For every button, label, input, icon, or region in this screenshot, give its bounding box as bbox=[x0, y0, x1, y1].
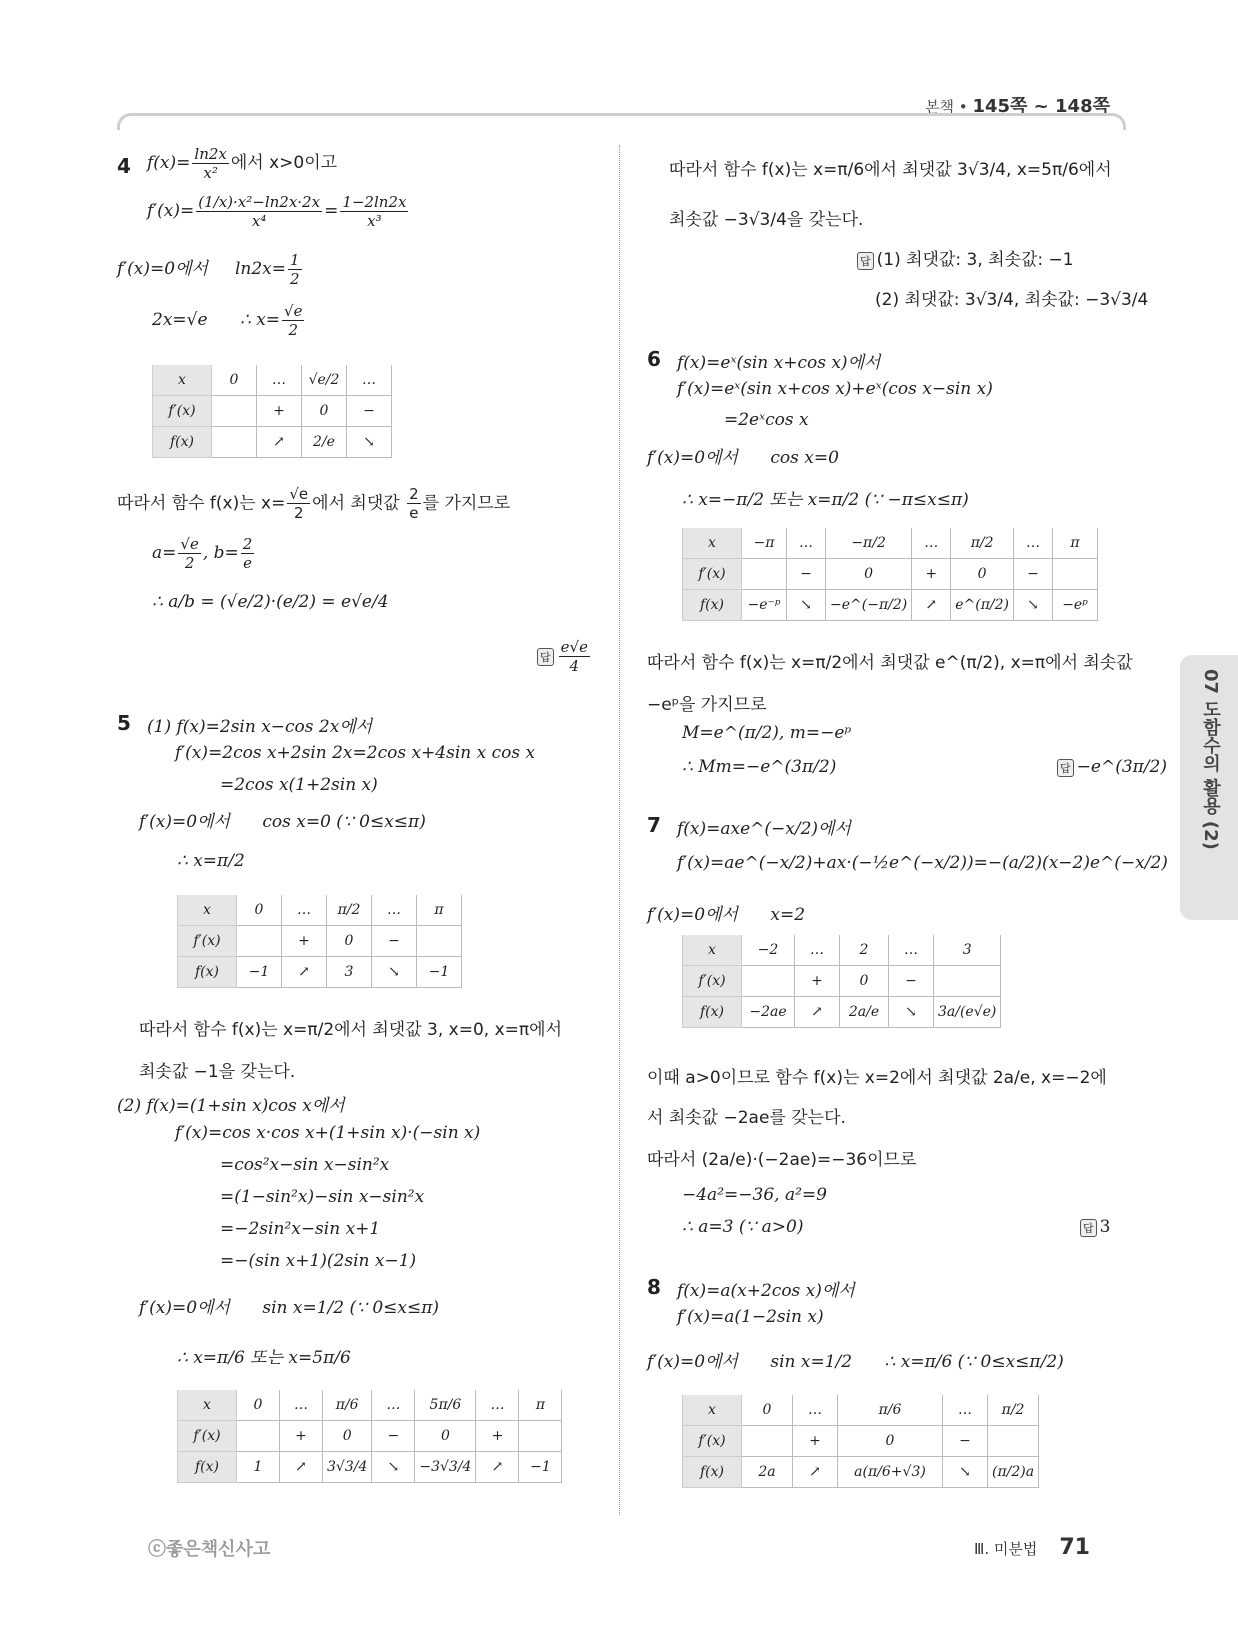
table-cell: 0 bbox=[838, 1426, 943, 1457]
table-cell: 3 bbox=[934, 935, 1001, 966]
answer: 답 $\frac{e√e}{4}$ bbox=[537, 638, 592, 675]
table-cell: ↗ bbox=[257, 427, 302, 458]
table-cell: ↘ bbox=[372, 1452, 415, 1483]
table-cell: 0 bbox=[323, 1421, 372, 1452]
table-cell: − bbox=[889, 966, 934, 997]
table-row bbox=[683, 590, 1098, 621]
table-cell: ↗ bbox=[476, 1452, 519, 1483]
table-cell: + bbox=[280, 1421, 323, 1452]
table-row bbox=[178, 895, 462, 926]
table-cell: −π/2 bbox=[826, 528, 912, 559]
table-row-header: x bbox=[178, 1390, 237, 1421]
variation-table bbox=[682, 1395, 1039, 1488]
table-cell: 0 bbox=[951, 559, 1014, 590]
table-cell: … bbox=[943, 1395, 988, 1426]
table-cell: + bbox=[795, 966, 840, 997]
table-cell: 0 bbox=[237, 1390, 280, 1421]
table-cell: − bbox=[943, 1426, 988, 1457]
table-cell: … bbox=[912, 528, 951, 559]
text-line: −eᵖ을 가지므로 bbox=[647, 695, 767, 715]
equation-line: a= $\frac{√e}{2}$ , b= $\frac{2}{e}$ bbox=[152, 535, 253, 572]
variation-table bbox=[177, 895, 462, 988]
table-cell bbox=[934, 966, 1001, 997]
table-cell: … bbox=[257, 365, 302, 396]
table-cell bbox=[1053, 559, 1098, 590]
table-row bbox=[683, 528, 1098, 559]
table-cell: + bbox=[282, 926, 327, 957]
problem-number: 7 bbox=[647, 813, 661, 837]
table-row-header: f′(x) bbox=[683, 559, 742, 590]
table-row-header: f(x) bbox=[683, 997, 742, 1028]
table-cell: ↗ bbox=[793, 1457, 838, 1488]
table-cell: 5π/6 bbox=[415, 1390, 476, 1421]
table-cell: + bbox=[257, 396, 302, 427]
equation-line: 2x=√e ∴ x= $\frac{√e}{2}$ bbox=[152, 302, 303, 339]
problem-number: 5 bbox=[117, 711, 131, 735]
equation-line: f(x)=axe^(−x/2)에서 bbox=[677, 819, 851, 839]
variation-table bbox=[152, 365, 392, 458]
table-row-header: f(x) bbox=[683, 590, 742, 621]
table-cell: − bbox=[372, 926, 417, 957]
equation-line: ∴ Mm=−e^(3π/2) bbox=[682, 757, 837, 777]
table-cell: π/6 bbox=[323, 1390, 372, 1421]
table-cell: −e^(−π/2) bbox=[826, 590, 912, 621]
equation-line: −4a²=−36, a²=9 bbox=[682, 1185, 827, 1205]
table-cell: −2ae bbox=[742, 997, 795, 1028]
table-row-header: x bbox=[683, 1395, 742, 1426]
table-cell: − bbox=[372, 1421, 415, 1452]
text-line: 최솟값 −1을 갖는다. bbox=[139, 1062, 296, 1082]
table-cell: π bbox=[417, 895, 462, 926]
text-line: 따라서 함수 f(x)는 x=π/2에서 최댓값 3, x=0, x=π에서 bbox=[139, 1020, 562, 1040]
table-cell: + bbox=[912, 559, 951, 590]
problem-number: 4 bbox=[117, 154, 131, 178]
table-cell bbox=[212, 427, 257, 458]
text-line: 따라서 (2a/e)·(−2ae)=−36이므로 bbox=[647, 1150, 917, 1170]
equation-line: =cos²x−sin x−sin²x bbox=[220, 1155, 390, 1175]
table-cell: 0 bbox=[302, 396, 347, 427]
table-cell: 0 bbox=[237, 895, 282, 926]
table-cell: 2a/e bbox=[840, 997, 889, 1028]
table-cell: −1 bbox=[519, 1452, 562, 1483]
table-cell: π bbox=[1053, 528, 1098, 559]
variation-table bbox=[682, 935, 1001, 1028]
table-cell: 3√3/4 bbox=[323, 1452, 372, 1483]
text-line: 서 최솟값 −2ae를 갖는다. bbox=[647, 1108, 846, 1128]
table-cell: −3√3/4 bbox=[415, 1452, 476, 1483]
table-cell: π/2 bbox=[327, 895, 372, 926]
table-cell: a(π/6+√3) bbox=[838, 1457, 943, 1488]
table-cell: −2 bbox=[742, 935, 795, 966]
equation-line: =(1−sin²x)−sin x−sin²x bbox=[220, 1187, 425, 1207]
table-row bbox=[178, 1452, 562, 1483]
table-cell bbox=[212, 396, 257, 427]
table-row bbox=[683, 997, 1001, 1028]
equation-line: =−2sin²x−sin x+1 bbox=[220, 1219, 381, 1239]
equation-line: =−(sin x+1)(2sin x−1) bbox=[220, 1251, 417, 1271]
table-cell bbox=[742, 966, 795, 997]
table-cell: e^(π/2) bbox=[951, 590, 1014, 621]
table-cell: 2a bbox=[742, 1457, 793, 1488]
equation-line: f′(x)= $\frac{\text{(1/x)·x²−ln2x·2x}}{\text{x⁴}}$ = $\frac{1-2\ln 2x}{\text{x³}}$ bbox=[147, 193, 407, 230]
equation-line: f′(x)=0에서 sin x=1/2 ∴ x=π/6 (∵ 0≤x≤π/2) bbox=[647, 1352, 1064, 1372]
table-row-header: f′(x) bbox=[153, 396, 212, 427]
table-cell bbox=[519, 1421, 562, 1452]
table-cell: … bbox=[795, 935, 840, 966]
header-rule bbox=[117, 113, 1126, 130]
text-line: 따라서 함수 f(x)는 x=π/2에서 최댓값 e^(π/2), x=π에서 최솟값 bbox=[647, 653, 1133, 673]
table-cell: … bbox=[889, 935, 934, 966]
table-row-header: x bbox=[683, 528, 742, 559]
table-cell: … bbox=[787, 528, 826, 559]
table-cell: … bbox=[372, 1390, 415, 1421]
table-cell: ↘ bbox=[889, 997, 934, 1028]
table-row bbox=[683, 966, 1001, 997]
text-line: 최솟값 −3√3/4을 갖는다. bbox=[669, 210, 864, 230]
equation-line: M=e^(π/2), m=−eᵖ bbox=[682, 723, 852, 743]
table-row bbox=[178, 957, 462, 988]
table-cell: … bbox=[282, 895, 327, 926]
problem-number: 8 bbox=[647, 1275, 661, 1299]
answer: 답 (1) 최댓값: 3, 최솟값: −1 bbox=[857, 245, 1074, 270]
table-cell: 2/e bbox=[302, 427, 347, 458]
table-cell: … bbox=[476, 1390, 519, 1421]
page-reference: 본책 • 145쪽 ~ 148쪽 bbox=[925, 96, 1110, 117]
table-cell: −1 bbox=[417, 957, 462, 988]
publisher-logo: ⓒ좋은책신사고 bbox=[148, 1539, 271, 1560]
equation-line: f′(x)=0에서 x=2 bbox=[647, 905, 806, 925]
table-cell: − bbox=[1014, 559, 1053, 590]
table-cell: 0 bbox=[415, 1421, 476, 1452]
table-row bbox=[153, 396, 392, 427]
table-cell: … bbox=[372, 895, 417, 926]
table-row bbox=[178, 926, 462, 957]
table-cell: −π bbox=[742, 528, 787, 559]
problem-number: 6 bbox=[647, 347, 661, 371]
table-cell: + bbox=[793, 1426, 838, 1457]
table-cell: 2 bbox=[840, 935, 889, 966]
table-cell: 1 bbox=[237, 1452, 280, 1483]
table-row bbox=[153, 365, 392, 396]
answer: 답 −e^(3π/2) bbox=[1057, 757, 1167, 777]
table-cell: ↗ bbox=[282, 957, 327, 988]
table-row bbox=[683, 559, 1098, 590]
table-cell bbox=[988, 1426, 1039, 1457]
table-row-header: f(x) bbox=[683, 1457, 742, 1488]
table-cell: π/2 bbox=[988, 1395, 1039, 1426]
equation-line: =2eˣcos x bbox=[724, 410, 809, 430]
equation-line: f(x)=a(x+2cos x)에서 bbox=[677, 1281, 855, 1301]
equation-line: f′(x)=2cos x+2sin 2x=2cos x+4sin x cos x bbox=[175, 743, 536, 763]
table-row-header: f(x) bbox=[178, 957, 237, 988]
column-divider bbox=[619, 145, 620, 1515]
table-cell: 0 bbox=[840, 966, 889, 997]
table-cell: π/2 bbox=[951, 528, 1014, 559]
table-row bbox=[683, 935, 1001, 966]
table-cell: 3 bbox=[327, 957, 372, 988]
table-row bbox=[178, 1421, 562, 1452]
table-cell: ↘ bbox=[943, 1457, 988, 1488]
table-cell: (π/2)a bbox=[988, 1457, 1039, 1488]
equation-line: ∴ a/b = (√e/2)·(e/2) = e√e/4 bbox=[152, 592, 389, 612]
table-cell: … bbox=[280, 1390, 323, 1421]
table-row bbox=[683, 1457, 1039, 1488]
answer: 답 3 bbox=[1080, 1217, 1110, 1237]
table-row bbox=[683, 1395, 1039, 1426]
equation-line: f′(x)=0에서 cos x=0 bbox=[647, 448, 839, 468]
equation-line: f′(x)=a(1−2sin x) bbox=[677, 1307, 824, 1327]
text-line: 따라서 함수 f(x)는 x=π/6에서 최댓값 3√3/4, x=5π/6에서 bbox=[669, 160, 1112, 180]
equation-line: f(x)=eˣ(sin x+cos x)에서 bbox=[677, 353, 881, 373]
equation-line: ∴ x=−π/2 또는 x=π/2 (∵ −π≤x≤π) bbox=[682, 490, 969, 510]
equation-line: f′(x)=eˣ(sin x+cos x)+eˣ(cos x−sin x) bbox=[677, 379, 993, 399]
table-cell: −1 bbox=[237, 957, 282, 988]
table-cell bbox=[742, 559, 787, 590]
variation-table bbox=[682, 528, 1098, 621]
equation-line: f′(x)=cos x·cos x+(1+sin x)·(−sin x) bbox=[175, 1123, 481, 1143]
table-row-header: f′(x) bbox=[683, 966, 742, 997]
table-cell: 3a/(e√e) bbox=[934, 997, 1001, 1028]
equation-line: =2cos x(1+2sin x) bbox=[220, 775, 378, 795]
equation-line: (2) f(x)=(1+sin x)cos x에서 bbox=[117, 1096, 345, 1116]
chapter-side-tab: 07 도함수의 활용 (2) bbox=[1180, 655, 1238, 920]
page-number: 71 bbox=[1059, 1535, 1090, 1560]
table-cell: ↗ bbox=[280, 1452, 323, 1483]
table-cell: ↗ bbox=[912, 590, 951, 621]
equation-line: f(x)= $\frac{\ln 2x}{\text{x²}}$ 에서 x>0이고 bbox=[147, 145, 338, 182]
table-cell: … bbox=[347, 365, 392, 396]
table-cell: 0 bbox=[826, 559, 912, 590]
table-row-header: f′(x) bbox=[178, 926, 237, 957]
answer: (2) 최댓값: 3√3/4, 최솟값: −3√3/4 bbox=[875, 290, 1149, 310]
table-cell: … bbox=[1014, 528, 1053, 559]
table-cell bbox=[742, 1426, 793, 1457]
table-row-header: x bbox=[153, 365, 212, 396]
table-row-header: x bbox=[178, 895, 237, 926]
text-line: 이때 a>0이므로 함수 f(x)는 x=2에서 최댓값 2a/e, x=−2에 bbox=[647, 1068, 1107, 1088]
table-cell bbox=[237, 1421, 280, 1452]
table-cell: π/6 bbox=[838, 1395, 943, 1426]
table-row-header: f′(x) bbox=[178, 1421, 237, 1452]
table-row-header: x bbox=[683, 935, 742, 966]
equation-line: ∴ a=3 (∵ a>0) bbox=[682, 1217, 804, 1237]
table-row-header: f′(x) bbox=[683, 1426, 742, 1457]
table-cell: + bbox=[476, 1421, 519, 1452]
page-footer: Ⅲ. 미분법 71 bbox=[974, 1535, 1090, 1560]
equation-line: ∴ x=π/6 또는 x=5π/6 bbox=[177, 1348, 351, 1368]
table-cell: ↘ bbox=[372, 957, 417, 988]
table-cell: 0 bbox=[327, 926, 372, 957]
table-row bbox=[153, 427, 392, 458]
table-row bbox=[683, 1426, 1039, 1457]
table-cell bbox=[237, 926, 282, 957]
text-line: 따라서 함수 f(x)는 x= $\frac{√e}{2}$ 에서 최댓값 $\frac{2}{e}$ 를 가지므로 bbox=[117, 485, 511, 522]
table-cell: − bbox=[347, 396, 392, 427]
table-cell: 0 bbox=[742, 1395, 793, 1426]
table-cell bbox=[417, 926, 462, 957]
table-cell: −e⁻ᵖ bbox=[742, 590, 787, 621]
table-cell: … bbox=[793, 1395, 838, 1426]
table-row-header: f(x) bbox=[153, 427, 212, 458]
table-cell: −eᵖ bbox=[1053, 590, 1098, 621]
table-cell: 0 bbox=[212, 365, 257, 396]
equation-line: ∴ x=π/2 bbox=[177, 851, 245, 871]
equation-line: f′(x)=0에서 sin x=1/2 (∵ 0≤x≤π) bbox=[139, 1298, 440, 1318]
equation-line: f′(x)=ae^(−x/2)+ax·(−½e^(−x/2))=−(a/2)(x−2)e^(−x/2) bbox=[677, 853, 1168, 873]
table-row bbox=[178, 1390, 562, 1421]
table-cell: ↘ bbox=[787, 590, 826, 621]
table-cell: ↘ bbox=[1014, 590, 1053, 621]
equation-line: f′(x)=0에서 cos x=0 (∵ 0≤x≤π) bbox=[139, 812, 426, 832]
table-cell: − bbox=[787, 559, 826, 590]
table-cell: ↗ bbox=[795, 997, 840, 1028]
variation-table bbox=[177, 1390, 562, 1483]
table-cell: √e/2 bbox=[302, 365, 347, 396]
equation-line: (1) f(x)=2sin x−cos 2x에서 bbox=[147, 717, 373, 737]
equation-line: f′(x)=0에서 ln2x= $\frac{1}{2}$ bbox=[117, 251, 300, 288]
table-cell: π bbox=[519, 1390, 562, 1421]
table-row-header: f(x) bbox=[178, 1452, 237, 1483]
table-cell: ↘ bbox=[347, 427, 392, 458]
